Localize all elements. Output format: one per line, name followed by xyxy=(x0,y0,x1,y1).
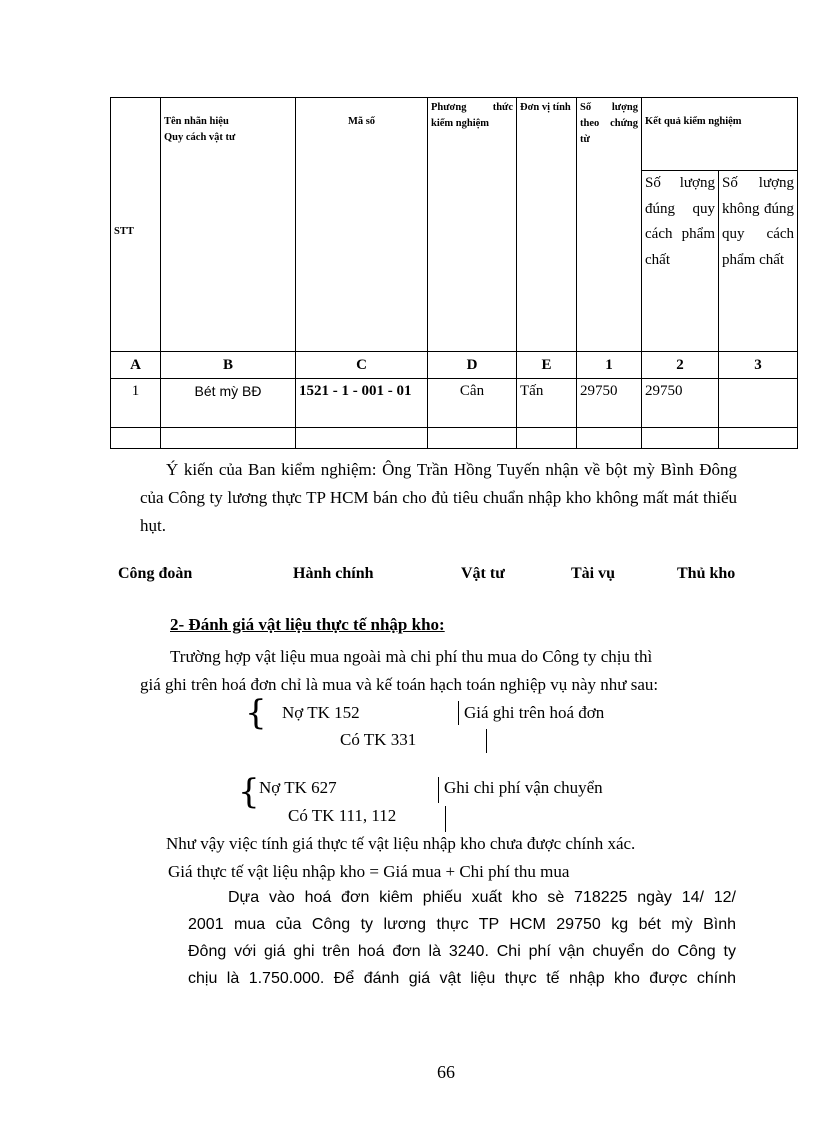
opinion-paragraph: Ý kiến của Ban kiểm nghiệm: Ông Trần Hồng Tuyến nhận về bột mỳ Bình Đông của Công ty lương thực TP HCM bán cho đủ tiêu chuẩn nhập kho không mất mát thiếu hụt. xyxy=(140,460,737,535)
header-method: Phương thức kiểm nghiệm xyxy=(428,98,517,352)
cell-method: Cân xyxy=(428,379,517,428)
divider xyxy=(486,729,487,753)
cell-qty-bad xyxy=(719,379,798,428)
signature-materials: Vật tư xyxy=(461,565,505,582)
header-code: Mã số xyxy=(296,98,428,352)
divider xyxy=(445,806,446,832)
header-name-line1: Tên nhãn hiệu xyxy=(164,116,229,127)
inspection-table xyxy=(110,97,798,449)
cell-code: 1521 - 1 - 001 - 01 xyxy=(296,379,428,428)
intro-line-2: giá ghi trên hoá đơn chỉ là mua và kế toán hạch toán nghiệp vụ này như sau: xyxy=(140,675,659,694)
entry2-note: Ghi chi phí vận chuyển xyxy=(444,778,603,797)
table-letter-row xyxy=(111,352,798,379)
letter-cell: E xyxy=(517,352,577,379)
formula-line: Giá thực tế vật liệu nhập kho = Giá mua + Chi phí thu mua xyxy=(168,862,570,881)
signature-finance: Tài vụ xyxy=(571,565,616,582)
header-result: Kết quả kiểm nghiệm xyxy=(642,98,798,171)
header-name xyxy=(161,98,296,352)
page-number: 66 xyxy=(437,1062,455,1082)
last-paragraph-line: Đông với giá ghi trên hoá đơn là 3240. Chi phí vận chuyển do Công ty xyxy=(188,943,736,960)
divider xyxy=(438,777,439,803)
header-result-ok: Số lượng đúng quy cách phẩm chất xyxy=(642,171,719,352)
divider xyxy=(458,701,459,725)
letter-cell: B xyxy=(161,352,296,379)
table-header-row xyxy=(111,98,798,171)
cell-stt: 1 xyxy=(111,379,161,428)
table-row xyxy=(111,379,798,428)
entry2-credit: Có TK 111, 112 xyxy=(288,806,397,825)
letter-cell: 2 xyxy=(642,352,719,379)
table-row-empty xyxy=(111,428,798,449)
letter-cell: C xyxy=(296,352,428,379)
cell-name: Bét mỳ BĐ xyxy=(161,379,296,428)
header-name-line2: Quy cách vật tư xyxy=(164,132,236,143)
cell-qty-ok: 29750 xyxy=(642,379,719,428)
brace-icon: { xyxy=(238,772,260,812)
last-paragraph-line: Dựa vào hoá đơn kiêm phiếu xuất kho sè 718225 ngày 14/ 12/ xyxy=(228,889,736,906)
header-stt: STT xyxy=(111,98,161,352)
letter-cell: 3 xyxy=(719,352,798,379)
signature-storekeeper: Thủ kho xyxy=(677,565,736,582)
intro-line-1: Trường hợp vật liệu mua ngoài mà chi phí thu mua do Công ty chịu thì xyxy=(170,647,653,666)
last-paragraph-line: chịu là 1.750.000. Để đánh giá vật liệu thực tế nhập kho được chính xyxy=(188,970,736,987)
section-title: 2- Đánh giá vật liệu thực tế nhập kho: xyxy=(170,615,445,634)
last-paragraph-line: 2001 mua của Công ty lương thực TP HCM 29750 kg bét mỳ Bình xyxy=(188,916,736,933)
letter-cell: 1 xyxy=(577,352,642,379)
last-paragraph xyxy=(188,884,736,992)
brace-icon: { xyxy=(245,693,267,733)
entry2-debit: Nợ TK 627 xyxy=(259,778,337,797)
letter-cell: D xyxy=(428,352,517,379)
signature-union: Công đoàn xyxy=(118,565,193,582)
header-result-bad: Số lượng không đúng quy cách phẩm chất xyxy=(719,171,798,352)
entry1-debit: Nợ TK 152 xyxy=(282,703,360,722)
entry1-note: Giá ghi trên hoá đơn xyxy=(464,703,605,722)
header-unit: Đơn vị tính xyxy=(517,98,577,352)
signature-admin: Hành chính xyxy=(293,565,374,582)
letter-cell: A xyxy=(111,352,161,379)
cell-qty-doc: 29750 xyxy=(577,379,642,428)
entry1-credit: Có TK 331 xyxy=(340,730,417,749)
conclusion-line: Như vậy việc tính giá thực tế vật liệu nhập kho chưa được chính xác. xyxy=(166,834,636,853)
header-qty-doc: Số lượng theo chứng từ xyxy=(577,98,642,352)
cell-unit: Tấn xyxy=(517,379,577,428)
